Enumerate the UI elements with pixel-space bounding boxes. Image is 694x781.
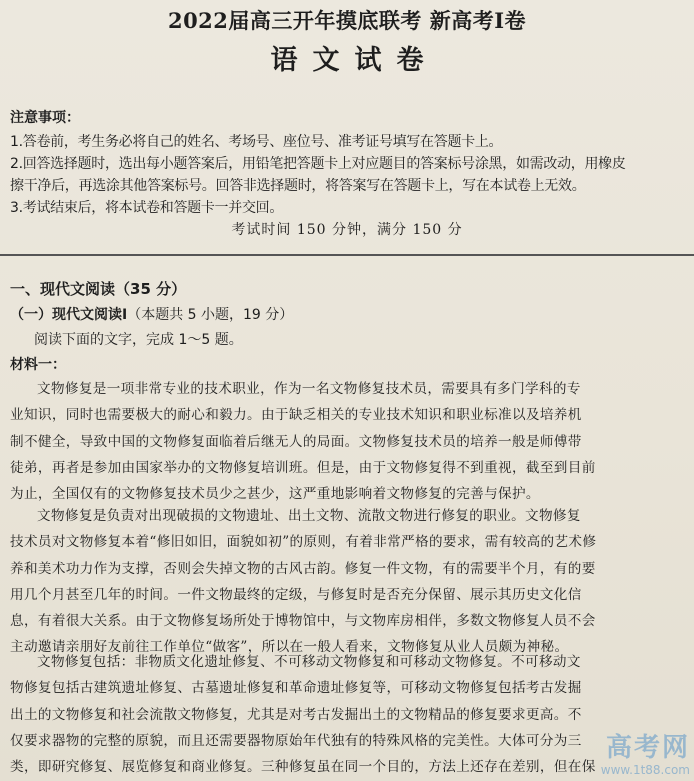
text-line: 徒弟，再者是参加由国家举办的文物修复培训班。但是，由于文物修复得不到重视，截至到目前 <box>10 459 596 476</box>
text-line: 息，有着很大关系。由于文物修复场所处于博物馆中，与文物库房相伴，多数文物修复人员不会 <box>10 613 596 630</box>
sub-heading-detail: （本题共 5 小题，19 分） <box>127 307 294 323</box>
text-line: 文物修复是一项非常专业的技术职业，作为一名文物修复技术员，需要具有多门学科的专 <box>37 381 581 397</box>
text-line: 类，即研究修复、展览修复和商业修复。三种修复虽在同一个目的，方法上还存在差别，但在保 <box>10 759 596 776</box>
section-heading: 一、现代文阅读（35 分） <box>10 280 187 298</box>
watermark-url: www.1t88.com <box>600 763 690 777</box>
material-label: 材料一： <box>10 357 66 373</box>
text-line: 业知识，同时也需要极大的耐心和毅力。由于缺乏相关的专业技术知识和职业标准以及培养机 <box>10 407 582 424</box>
text-line: 为止，全国仅有的文物修复技术员少之甚少，这严重地影响着文物修复的完善与保护。 <box>10 486 540 503</box>
exam-header <box>0 6 694 80</box>
paragraph-2 <box>10 503 684 661</box>
notice-item: 3.考试结束后，将本试卷和答题卡一并交回。 <box>10 200 284 216</box>
notice-item: 擦干净后，再选涂其他答案标号。回答非选择题时，将答案写在答题卡上，写在本试卷上无效。 <box>10 178 586 194</box>
notice-title: 注意事项： <box>10 110 80 126</box>
exam-time: 考试时间 150 分钟，满分 150 分 <box>231 222 463 238</box>
text-line: 主动邀请亲朋好友前往工作单位“做客”，所以在一般人看来，文物修复从业人员颇为神秘。 <box>10 639 569 656</box>
text-line: 仅要求器物的完整的原貌，而且还需要器物原始年代独有的特殊风格的完美性。大体可分为三 <box>10 732 582 749</box>
text-line: 出土的文物修复和社会流散文物修复，尤其是对考古发掘出土的文物精品的修复要求更高。不 <box>10 706 582 723</box>
notice-item: 2.回答选择题时，选出每小题答案后，用铅笔把答题卡上对应题目的答案标号涂黑，如需改动，用橡皮 <box>10 156 626 172</box>
text-line: 制不健全，导致中国的文物修复面临着后继无人的局面。文物修复技术员的培养一般是师傅带 <box>10 433 582 450</box>
text-line: 用几个月甚至几年的时间。一件文物最终的定级，与修复时是否充分保留、展示其历史文化信 <box>10 586 582 603</box>
text-line: 物修复包括古建筑遗址修复、古墓遗址修复和革命遗址修复等，可移动文物修复包括考古发掘 <box>10 680 582 697</box>
watermark-logo: 高考网 <box>605 733 690 763</box>
exam-title: 2022届高三开年摸底联考 新高考Ⅰ卷 <box>167 8 527 33</box>
reading-instruction: 阅读下面的文字，完成 1～5 题。 <box>34 332 243 348</box>
sub-heading <box>10 304 293 326</box>
text-line: 技术员对文物修复本着“修旧如旧，面貌如初”的原则，有着非常严格的要求，需有较高的艺术修 <box>10 534 597 551</box>
notice-item: 1.答卷前，考生务必将自己的姓名、考场号、座位号、准考证号填写在答题卡上。 <box>10 134 503 150</box>
paragraph-1 <box>10 376 684 507</box>
text-line: 文物修复包括：非物质文化遗址修复、不可移动文物修复和可移动文物修复。不可移动文 <box>37 654 581 670</box>
section-divider <box>0 254 694 256</box>
sub-heading-label: （一）现代文阅读Ⅰ <box>10 307 128 323</box>
subject-title: 语文试卷 <box>270 45 439 76</box>
text-line: 养和美术功力作为支撑，否则会失掉文物的古风古韵。修复一件文物，有的需要半个月，有的要 <box>10 560 596 577</box>
notice-block <box>10 107 690 219</box>
text-line: 文物修复是负责对出现破损的文物遗址、出土文物、流散文物进行修复的职业。文物修复 <box>37 508 581 524</box>
paragraph-3 <box>10 649 684 780</box>
site-watermark <box>601 733 690 777</box>
